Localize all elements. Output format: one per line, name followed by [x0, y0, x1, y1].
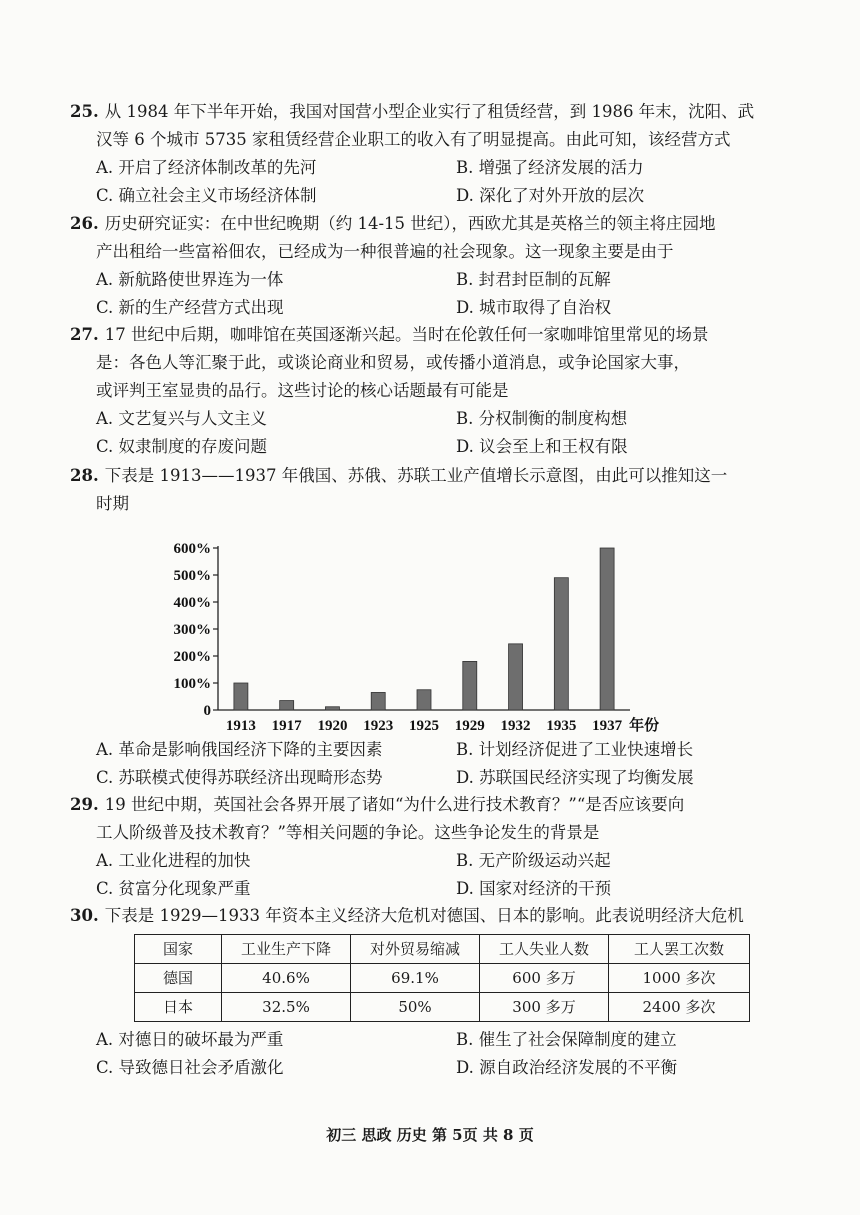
- question-stem: 29. 19 世纪中期，英国社会各界开展了诸如“为什么进行技术教育？”“是否应该要向: [70, 795, 685, 814]
- bar-1917: [280, 701, 294, 710]
- options: [96, 847, 776, 903]
- page-footer: 初三 思政 历史 第 5页 共 8 页: [326, 1126, 534, 1144]
- table-header-cell: 国家: [135, 935, 222, 964]
- y-tick-label: 200%: [173, 649, 211, 665]
- question-29: [70, 791, 776, 903]
- question-28: [70, 462, 776, 518]
- y-tick-label: 100%: [173, 676, 211, 692]
- x-tick-label: 1917: [271, 718, 302, 734]
- option-a: A. 新航路使世界连为一体: [96, 270, 284, 289]
- question-stem: 26. 历史研究证实：在中世纪晚期（约 14-15 世纪），西欧尤其是英格兰的领主将庄园地: [70, 214, 716, 233]
- industrial-output-bar-chart: [150, 540, 710, 740]
- options: [96, 405, 776, 461]
- table-cell: 日本: [135, 993, 222, 1022]
- option-b: B. 增强了经济发展的活力: [456, 158, 644, 177]
- option-b: B. 分权制衡的制度构想: [456, 409, 628, 428]
- table-cell: 德国: [135, 964, 222, 993]
- x-tick-label: 1923: [363, 718, 394, 734]
- options: [96, 736, 776, 792]
- question-stem: 时期: [96, 494, 129, 513]
- option-d: D. 议会至上和王权有限: [456, 437, 628, 456]
- x-tick-label: 1929: [454, 718, 485, 734]
- x-tick-label: 1925: [409, 718, 439, 734]
- y-tick-label: 0: [203, 703, 211, 719]
- crisis-impact-table: [134, 934, 750, 1022]
- bar-1929: [463, 661, 477, 710]
- option-b: B. 无产阶级运动兴起: [456, 851, 611, 870]
- option-a: A. 文艺复兴与人文主义: [96, 409, 267, 428]
- table-cell: 300 多万: [480, 993, 609, 1022]
- table-header-cell: 工人失业人数: [480, 935, 609, 964]
- x-axis-label: 年份: [629, 716, 660, 734]
- options: [96, 154, 776, 210]
- question-26: [70, 210, 776, 322]
- option-c: C. 苏联模式使得苏联经济出现畸形态势: [96, 768, 383, 787]
- y-tick-label: 300%: [173, 622, 211, 638]
- table-cell: 69.1%: [351, 964, 480, 993]
- options: [96, 266, 776, 322]
- bar-1937: [600, 548, 614, 710]
- option-d: D. 源自政治经济发展的不平衡: [456, 1058, 678, 1077]
- option-d: D. 国家对经济的干预: [456, 879, 612, 898]
- table-cell: 2400 多次: [609, 993, 750, 1022]
- table-cell: 600 多万: [480, 964, 609, 993]
- option-a: A. 对德日的破坏最为严重: [96, 1030, 284, 1049]
- option-a: A. 工业化进程的加快: [96, 851, 251, 870]
- table-cell: 40.6%: [222, 964, 351, 993]
- bar-1932: [509, 644, 523, 710]
- x-tick-label: 1920: [317, 718, 348, 734]
- question-number: 30.: [70, 906, 99, 925]
- question-30: [70, 902, 776, 1082]
- bar-1920: [325, 707, 339, 710]
- option-d: D. 深化了对外开放的层次: [456, 186, 645, 205]
- options: [96, 1026, 776, 1082]
- question-stem: 工人阶级普及技术教育？”等相关问题的争论。这些争论发生的背景是: [96, 823, 600, 842]
- question-stem: 25. 从 1984 年下半年开始，我国对国营小型企业实行了租赁经营，到 1986 年末，沈阳、武: [70, 102, 755, 121]
- question-stem: 汉等 6 个城市 5735 家租赁经营企业职工的收入有了明显提高。由此可知，该经营方式: [96, 130, 731, 149]
- question-stem: 产出租给一些富裕佃农，已经成为一种很普遍的社会现象。这一现象主要是由于: [96, 242, 674, 261]
- option-c: C. 新的生产经营方式出现: [96, 298, 284, 317]
- table-cell: 1000 多次: [609, 964, 750, 993]
- question-25: [70, 98, 776, 210]
- table-header-cell: 对外贸易缩减: [351, 935, 480, 964]
- bar-1923: [371, 692, 385, 710]
- question-number: 27.: [70, 325, 99, 344]
- y-tick-label: 500%: [173, 568, 211, 584]
- y-tick-label: 600%: [173, 541, 211, 557]
- question-stem: 30. 下表是 1929—1933 年资本主义经济大危机对德国、日本的影响。此表说明经济大危机: [70, 906, 744, 925]
- question-number: 29.: [70, 795, 99, 814]
- option-c: C. 奴隶制度的存废问题: [96, 437, 268, 456]
- table-header-row: [135, 935, 750, 964]
- question-number: 25.: [70, 102, 99, 121]
- question-stem: 27. 17 世纪中后期，咖啡馆在英国逐渐兴起。当时在伦敦任何一家咖啡馆里常见的场景: [70, 325, 709, 344]
- option-a: A. 开启了经济体制改革的先河: [96, 158, 317, 177]
- option-c: C. 导致德日社会矛盾激化: [96, 1058, 284, 1077]
- question-stem: 是：各色人等汇聚于此，或谈论商业和贸易，或传播小道消息，或争论国家大事，: [96, 353, 690, 372]
- table-cell: 32.5%: [222, 993, 351, 1022]
- option-b: B. 计划经济促进了工业快速增长: [456, 740, 694, 759]
- option-c: C. 贫富分化现象严重: [96, 879, 251, 898]
- x-tick-label: 1932: [500, 718, 531, 734]
- question-stem: 或评判王室显贵的品行。这些讨论的核心话题最有可能是: [96, 381, 509, 400]
- bar-1935: [554, 578, 568, 710]
- option-b: B. 封君封臣制的瓦解: [456, 270, 611, 289]
- x-tick-label: 1935: [546, 718, 577, 734]
- question-number: 26.: [70, 214, 99, 233]
- option-c: C. 确立社会主义市场经济体制: [96, 186, 317, 205]
- table-cell: 50%: [351, 993, 480, 1022]
- option-b: B. 催生了社会保障制度的建立: [456, 1030, 677, 1049]
- option-d: D. 苏联国民经济实现了均衡发展: [456, 768, 694, 787]
- option-d: D. 城市取得了自治权: [456, 298, 612, 317]
- table-header-cell: 工人罢工次数: [609, 935, 750, 964]
- bar-1913: [234, 683, 248, 710]
- x-tick-label: 1937: [592, 718, 623, 734]
- y-tick-label: 400%: [173, 595, 211, 611]
- question-27: [70, 321, 776, 461]
- table-header-cell: 工业生产下降: [222, 935, 351, 964]
- question-stem: 28. 下表是 1913——1937 年俄国、苏俄、苏联工业产值增长示意图，由此可以推知这一: [70, 466, 728, 485]
- question-28-options: [96, 736, 776, 792]
- option-a: A. 革命是影响俄国经济下降的主要因素: [96, 740, 383, 759]
- table-row: [135, 993, 750, 1022]
- x-tick-label: 1913: [225, 718, 256, 734]
- bar-1925: [417, 690, 431, 710]
- question-number: 28.: [70, 466, 99, 485]
- table-row: [135, 964, 750, 993]
